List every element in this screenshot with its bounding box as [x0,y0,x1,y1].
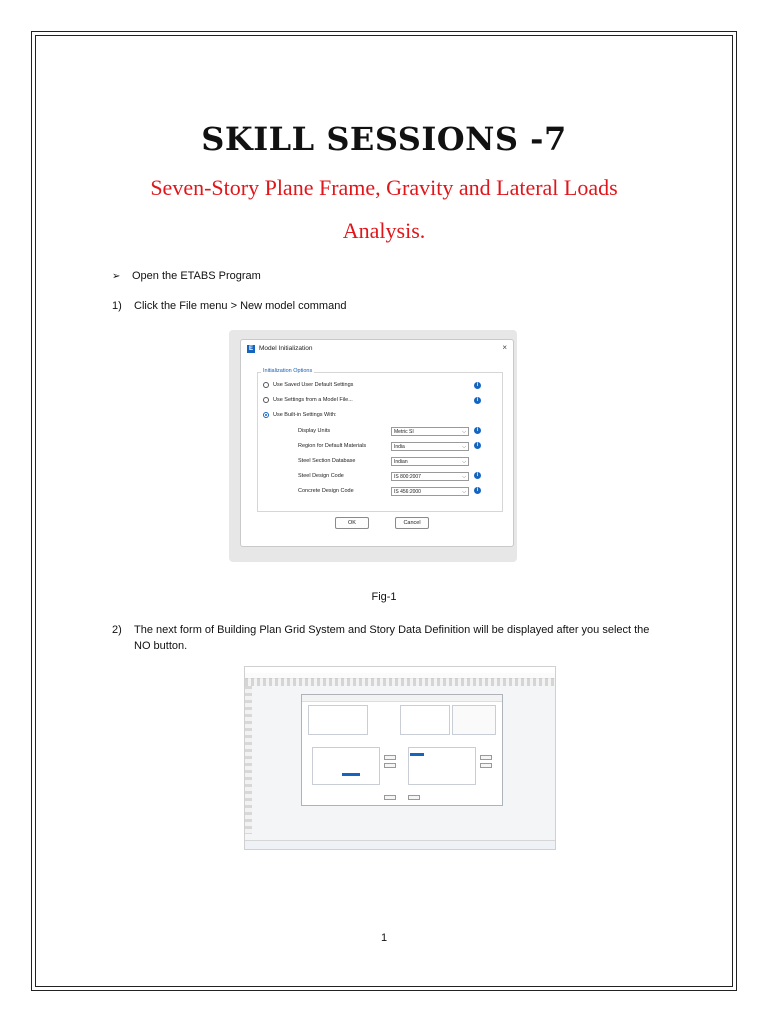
info-icon[interactable]: i [474,397,481,404]
radio-model-file-label: Use Settings from a Model File... [273,397,353,403]
model-initialization-dialog [240,339,514,547]
cancel-button[interactable]: Cancel [395,517,429,529]
steel-code-value: IS 800:2007 [394,474,421,480]
arrow-bullet-icon: ➢ [112,271,121,282]
radio-builtin-settings[interactable] [263,412,269,418]
concrete-code-label: Concrete Design Code [298,488,354,494]
steel-db-label: Steel Section Database [298,458,356,464]
chevron-down-icon: ⌵ [462,444,466,450]
ok-button [384,795,396,800]
info-icon[interactable]: i [474,427,481,434]
inner-dialog-titlebar [302,695,502,702]
step-2-number: 2) [112,624,122,636]
page-title: SKILL SESSIONS -7 [201,120,567,158]
display-units-label: Display Units [298,428,331,434]
side-toolbar [245,686,252,834]
steel-code-select[interactable] [391,472,469,481]
chevron-down-icon: ⌵ [462,429,466,435]
fig1-caption: Fig-1 [371,591,397,603]
delete-button [384,763,396,768]
bullet-text: Open the ETABS Program [132,270,261,282]
ok-button[interactable]: OK [335,517,369,529]
step-1-number: 1) [112,300,122,312]
subtitle-line-1: Seven-Story Plane Frame, Gravity and Lateral Loads [150,175,618,200]
dialog-titlebar [241,340,513,358]
steel-db-value: Indian [394,459,408,465]
step-2 [112,622,672,654]
info-icon[interactable]: i [474,472,481,479]
add-button [480,755,492,760]
story-dimensions-panel [400,705,450,735]
display-units-value: Metric SI [394,429,414,435]
step-1-text: Click the File menu > New model command [134,300,347,312]
template-preview-panel [452,705,496,735]
selected-cell [410,753,424,756]
steel-code-label: Steel Design Code [298,473,344,479]
delete-button [480,763,492,768]
info-icon[interactable]: i [474,487,481,494]
radio-saved-defaults[interactable] [263,382,269,388]
cancel-button [408,795,420,800]
radio-builtin-settings-label: Use Built-in Settings With: [273,412,337,418]
fig2-etabs-screenshot [244,666,556,850]
chevron-down-icon: ⌵ [462,459,466,465]
radio-saved-defaults-label: Use Saved User Default Settings [273,382,354,388]
step-2-text: The next form of Building Plan Grid System and Story Data Definition will be displayed after you select the NO button. [134,624,650,652]
concrete-code-select[interactable] [391,487,469,496]
display-units-select[interactable] [391,427,469,436]
add-button [384,755,396,760]
region-value: India [394,444,405,450]
page-number: 1 [380,932,388,944]
dialog-title: Model Initialization [259,345,313,352]
concrete-code-value: IS 456:2000 [394,489,421,495]
toolbar [245,678,555,686]
bullet-item [112,270,261,282]
region-label: Region for Default Materials [298,443,367,449]
info-icon[interactable]: i [474,382,481,389]
new-model-quick-templates-dialog [301,694,503,806]
steel-db-select[interactable] [391,457,469,466]
grid-dimensions-panel [308,705,368,735]
grid-table [312,747,380,785]
etabs-app-icon: E [248,346,253,352]
group-label: Initialization Options [263,368,313,374]
region-select[interactable] [391,442,469,451]
chevron-down-icon: ⌵ [462,474,466,480]
radio-model-file[interactable] [263,397,269,403]
subtitle-line-2: Analysis. [342,218,426,243]
chevron-down-icon: ⌵ [462,489,466,495]
selected-cell [342,773,360,776]
info-icon[interactable]: i [474,442,481,449]
step-1 [112,300,346,312]
close-icon[interactable]: × [502,343,507,352]
windows-taskbar [245,840,555,849]
